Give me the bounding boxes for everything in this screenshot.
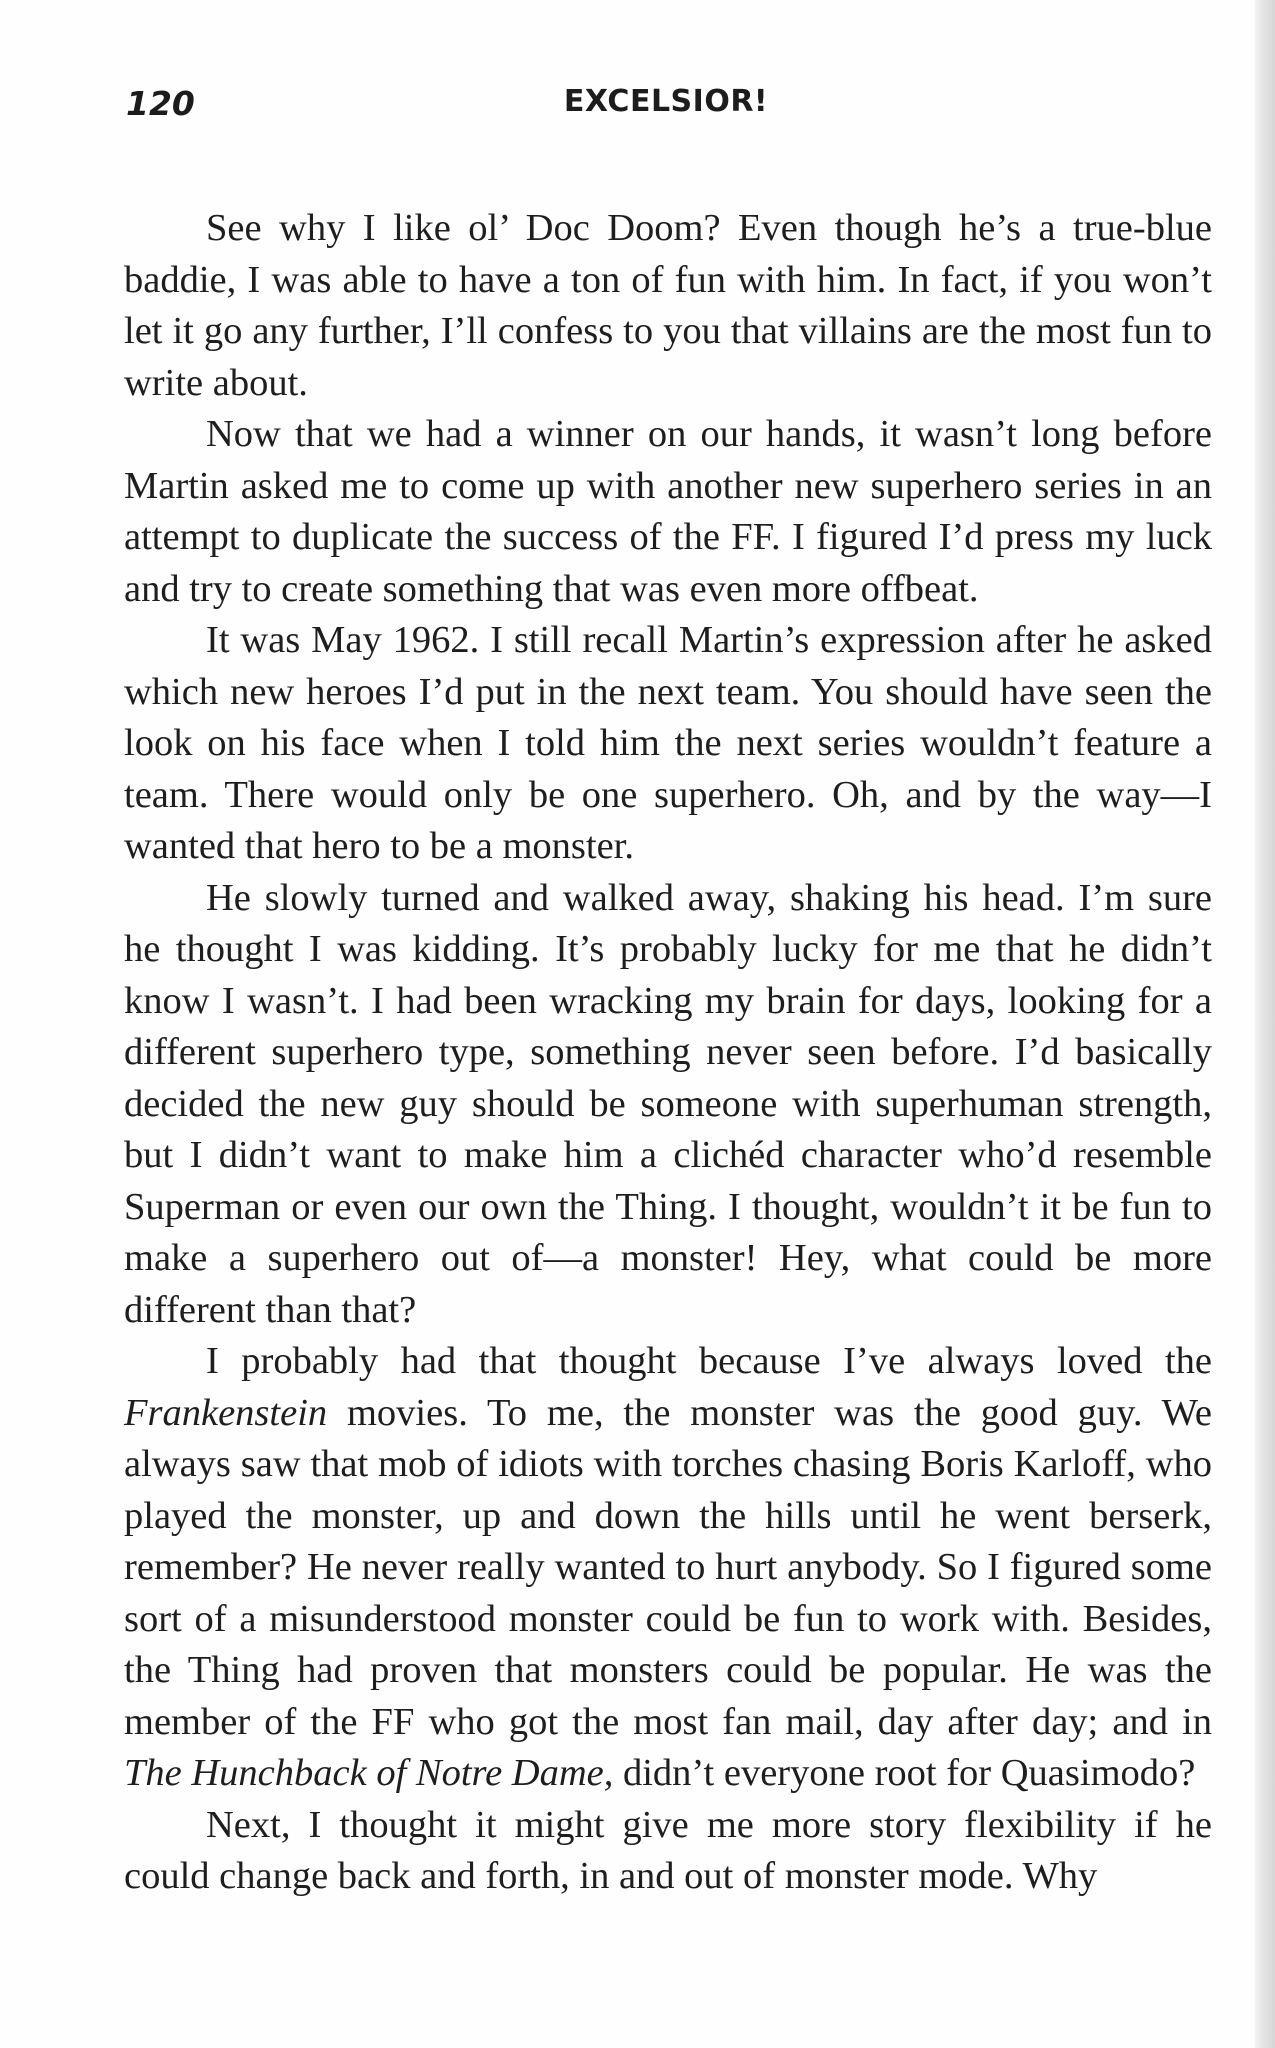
frankenstein-title: Frankenstein: [124, 1391, 328, 1434]
paragraph-5: [124, 1336, 1212, 1800]
paragraph-5-text-a: I probably had that thought because I’ve always loved the: [206, 1340, 1212, 1382]
paragraph-6: Next, I thought it might give me more story flexibility if he could change back and forth, in and out of monster mode. Why: [124, 1803, 1212, 1897]
paragraph-5-text-c: didn’t everyone root for Quasimodo?: [613, 1752, 1196, 1794]
paragraph-2: Now that we had a winner on our hands, it wasn’t long before Martin asked me to come up with another new superhero series in an attempt to duplicate the success of the FF. I figured I’d press my luck and try to create something that was even more offbeat.: [124, 413, 1212, 610]
paragraph-3: It was May 1962. I still recall Martin’s expression after he asked which new heroes I’d put in the next team. You should have seen the look on his face when I told him the next series wouldn’t feature a team. There would only be one superhero. Oh, and by the way—I wanted that hero to be a monster.: [124, 619, 1212, 867]
hunchback-title: The Hunchback of Notre Dame,: [124, 1752, 614, 1794]
book-title: EXCELSIOR!: [563, 84, 769, 119]
binding-edge-shadow: [1255, 0, 1275, 2048]
running-header: [126, 84, 1206, 134]
body-text: [124, 203, 1212, 1903]
page-number: 120: [126, 84, 195, 123]
paragraph-5-text-b: movies. To me, the monster was the good guy. We always saw that mob of idiots with torches chasing Boris Karloff, who played the monster, up and down the hills until he went berserk, remember? He never really wanted to hurt anybody. So I figured some sort of a misunderstood monster could be fun to work with. Besides, the Thing had proven that monsters could be popular. He was the member of the FF who got the most fan mail, day after day; and in: [124, 1391, 1212, 1743]
paragraph-4: He slowly turned and walked away, shaking his head. I’m sure he thought I was kidding. It’s probably lucky for me that he didn’t know I wasn’t. I had been wracking my brain for days, looking for a different superhero type, something never seen before. I’d basically decided the new guy should be someone with superhuman strength, but I didn’t want to make him a clichéd character who’d resemble Superman or even our own the Thing. I thought, wouldn’t it be fun to make a superhero out of—a monster! Hey, what could be more different than that?: [124, 876, 1212, 1331]
paragraph-1: See why I like ol’ Doc Doom? Even though he’s a true-blue baddie, I was able to have a ton of fun with him. In fact, if you won’t let it go any further, I’ll confess to you that villains are the most fun to write about.: [124, 207, 1212, 404]
